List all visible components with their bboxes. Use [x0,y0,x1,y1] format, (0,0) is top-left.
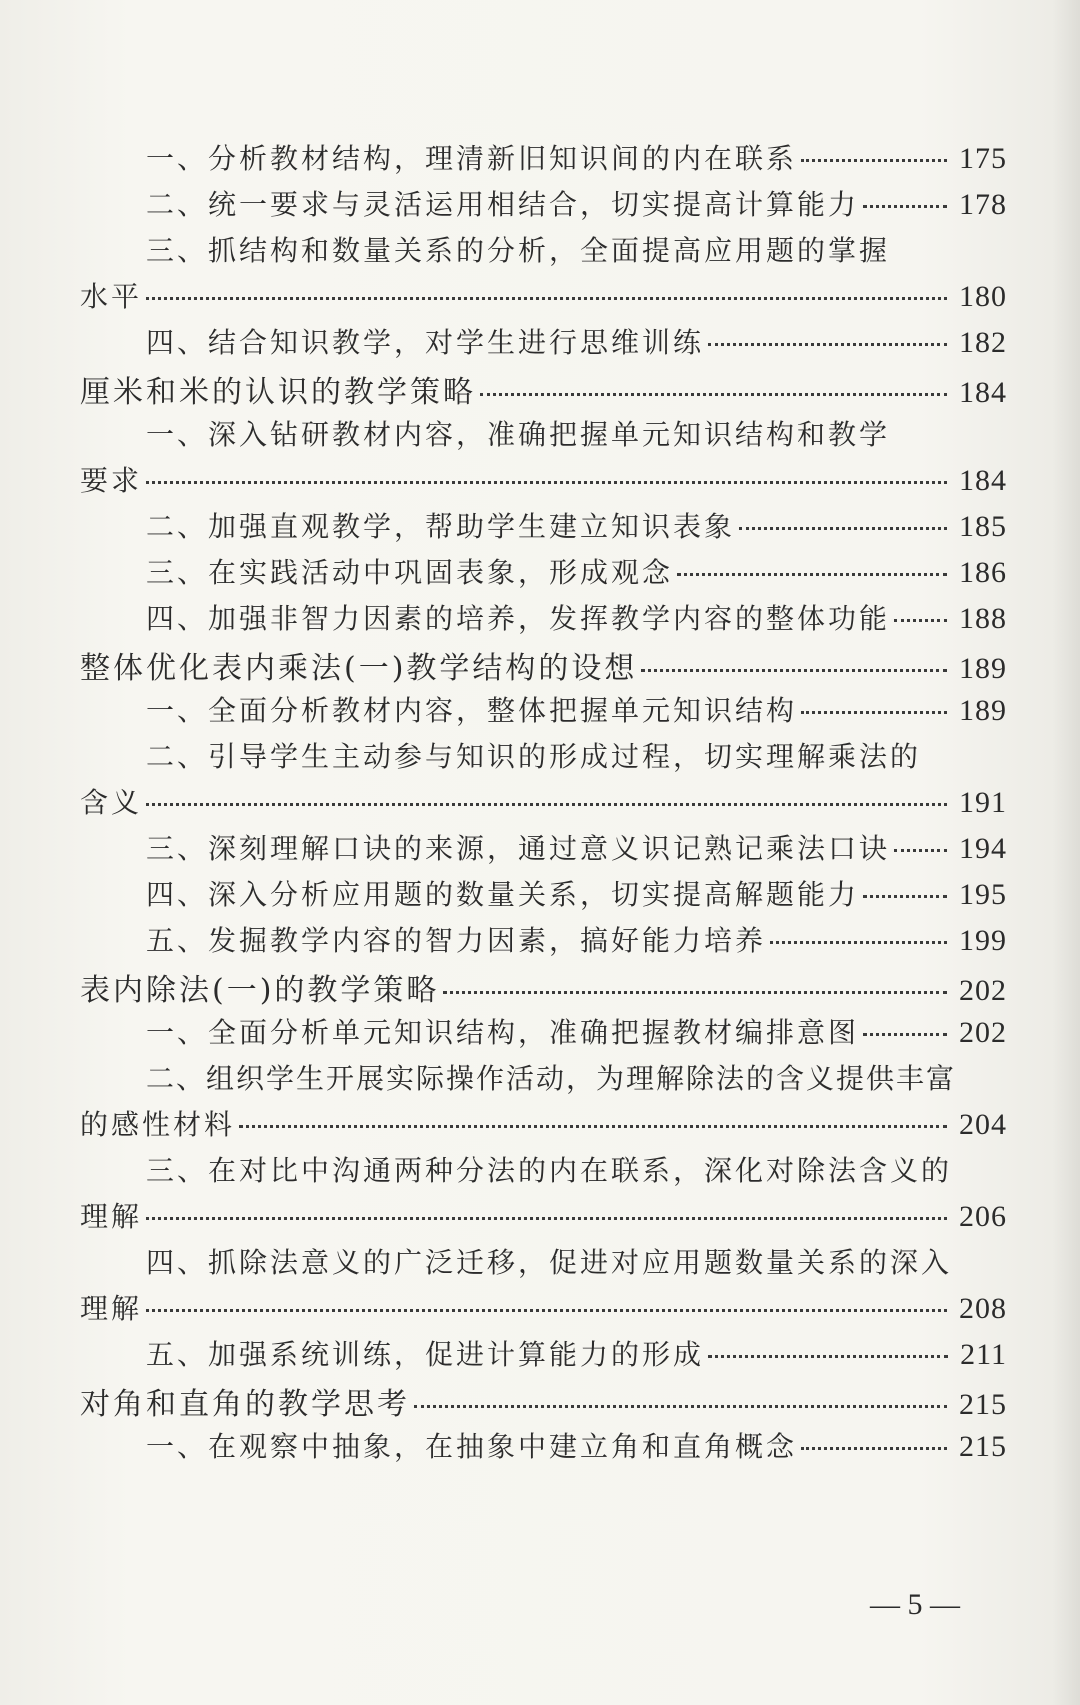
toc-entry-title: 四、深入分析应用题的数量关系，切实提高解题能力 [146,878,860,911]
dot-leader [894,849,947,852]
toc-chapter [80,1379,1007,1422]
toc-entry-page: 195 [959,878,1007,911]
toc-entry-page: 184 [959,376,1007,409]
dot-leader [894,619,947,622]
toc-entry-page: 215 [959,1388,1007,1421]
toc-entry [80,1011,1007,1051]
dot-leader [239,1125,947,1128]
toc-chapter [80,965,1007,1008]
toc-entry [80,1287,1007,1327]
toc-entry-page: 184 [959,464,1007,497]
toc-entry [80,1103,1007,1143]
toc-entry [80,735,1007,775]
toc-entry-title: 含义 [80,786,143,819]
toc-entry [80,459,1007,499]
toc-chapter-title: 表内除法(一)的教学策略 [80,973,440,1008]
toc-entry [80,1241,1007,1281]
toc-entry-title: 一、深入钻研教材内容，准确把握单元知识结构和教学 [146,418,891,451]
toc-entry [80,1195,1007,1235]
toc-entry [80,689,1007,729]
toc-entry [80,781,1007,821]
toc-entry-title: 水平 [80,280,143,313]
toc-entry [80,137,1007,177]
dot-leader [801,159,947,162]
toc-entry-title: 四、加强非智力因素的培养，发挥教学内容的整体功能 [146,602,891,635]
toc-entry-title: 四、抓除法意义的广泛迁移，促进对应用题数量关系的深入 [146,1246,953,1279]
dot-leader [677,573,947,576]
toc-entry [80,183,1007,223]
toc-entry-page: 180 [959,280,1007,313]
toc-entry-page: 202 [959,1016,1007,1049]
dot-leader [863,895,947,898]
toc-entry-title: 三、抓结构和数量关系的分析，全面提高应用题的掌握 [146,234,891,267]
toc-entry-title: 二、加强直观教学，帮助学生建立知识表象 [146,510,736,543]
toc-entry [80,919,1007,959]
dot-leader [146,481,947,484]
toc-chapter-title: 厘米和米的认识的教学策略 [80,375,476,410]
toc-entry [80,321,1007,361]
toc-entry-page: 194 [959,832,1007,865]
toc-entry-title: 四、结合知识教学，对学生进行思维训练 [146,326,705,359]
dot-leader [708,343,947,346]
toc-entry-page: 206 [959,1200,1007,1233]
toc-chapter [80,367,1007,410]
toc-entry-title: 一、分析教材结构，理清新旧知识间的内在联系 [146,142,798,175]
toc-entry-page: 182 [959,326,1007,359]
toc-entry-title: 二、统一要求与灵活运用相结合，切实提高计算能力 [146,188,860,221]
toc-entry [80,551,1007,591]
toc-entry-page: 175 [959,142,1007,175]
toc-entry-title: 理解 [80,1200,143,1233]
toc-entry [80,1333,1007,1373]
toc-entry-title: 理解 [80,1292,143,1325]
dot-leader [641,669,947,672]
toc-entry-page: 188 [959,602,1007,635]
toc-entry [80,505,1007,545]
dot-leader [739,527,947,530]
toc-entry-title: 要求 [80,464,143,497]
toc-entry-page: 185 [959,510,1007,543]
toc-entry-title: 二、引导学生主动参与知识的形成过程，切实理解乘法的 [146,740,922,773]
dot-leader [801,711,947,714]
toc-entry-title: 一、全面分析教材内容，整体把握单元知识结构 [146,694,798,727]
toc-entry [80,597,1007,637]
toc-entry-title: 一、全面分析单元知识结构，准确把握教材编排意图 [146,1016,860,1049]
toc-entry-page: 208 [959,1292,1007,1325]
toc-entry-title: 五、发掘教学内容的智力因素，搞好能力培养 [146,924,767,957]
dot-leader [480,393,947,396]
dot-leader [801,1447,947,1450]
dot-leader [770,941,947,944]
toc-entry [80,1057,1007,1097]
toc-entry-page: 215 [959,1430,1007,1463]
page-number: — 5 — [870,1588,960,1621]
toc-entry-title: 三、在实践活动中巩固表象，形成观念 [146,556,674,589]
toc-entry-page: 191 [959,786,1007,819]
dot-leader [414,1405,947,1408]
toc-entry-page: 186 [959,556,1007,589]
toc-entry-title: 的感性材料 [80,1108,236,1141]
toc-entry-page: 202 [959,974,1007,1007]
dot-leader [863,1033,947,1036]
toc-entry-title: 五、加强系统训练，促进计算能力的形成 [146,1338,705,1371]
toc-entry-page: 189 [959,694,1007,727]
toc-entry-title: 一、在观察中抽象，在抽象中建立角和直角概念 [146,1430,798,1463]
dot-leader [146,1309,947,1312]
toc-chapter [80,643,1007,686]
toc-chapter-title: 整体优化表内乘法(一)教学结构的设想 [80,651,638,686]
dot-leader [863,205,947,208]
dot-leader [146,803,947,806]
dot-leader [146,1217,947,1220]
toc-entry [80,1425,1007,1465]
dot-leader [443,991,947,994]
dot-leader [146,297,947,300]
toc-entry-page: 178 [959,188,1007,221]
toc-entry-title: 三、深刻理解口诀的来源，通过意义识记熟记乘法口诀 [146,832,891,865]
toc-entry [80,413,1007,453]
toc-entry-page: 189 [959,652,1007,685]
toc-entry-page: 199 [959,924,1007,957]
toc-entry [80,873,1007,913]
toc-chapter-title: 对角和直角的教学思考 [80,1387,410,1422]
page-edge-shadow [1052,0,1080,1705]
dot-leader [708,1355,948,1358]
toc-entry [80,229,1007,269]
toc-entry-title: 三、在对比中沟通两种分法的内在联系，深化对除法含义的 [146,1154,953,1187]
toc-entry [80,275,1007,315]
toc-entry-page: 211 [960,1338,1007,1371]
toc-entry-page: 204 [959,1108,1007,1141]
toc-entry [80,1149,1007,1189]
toc-entry [80,827,1007,867]
toc-entry-title: 二、组织学生开展实际操作活动，为理解除法的含义提供丰富 [146,1062,957,1095]
